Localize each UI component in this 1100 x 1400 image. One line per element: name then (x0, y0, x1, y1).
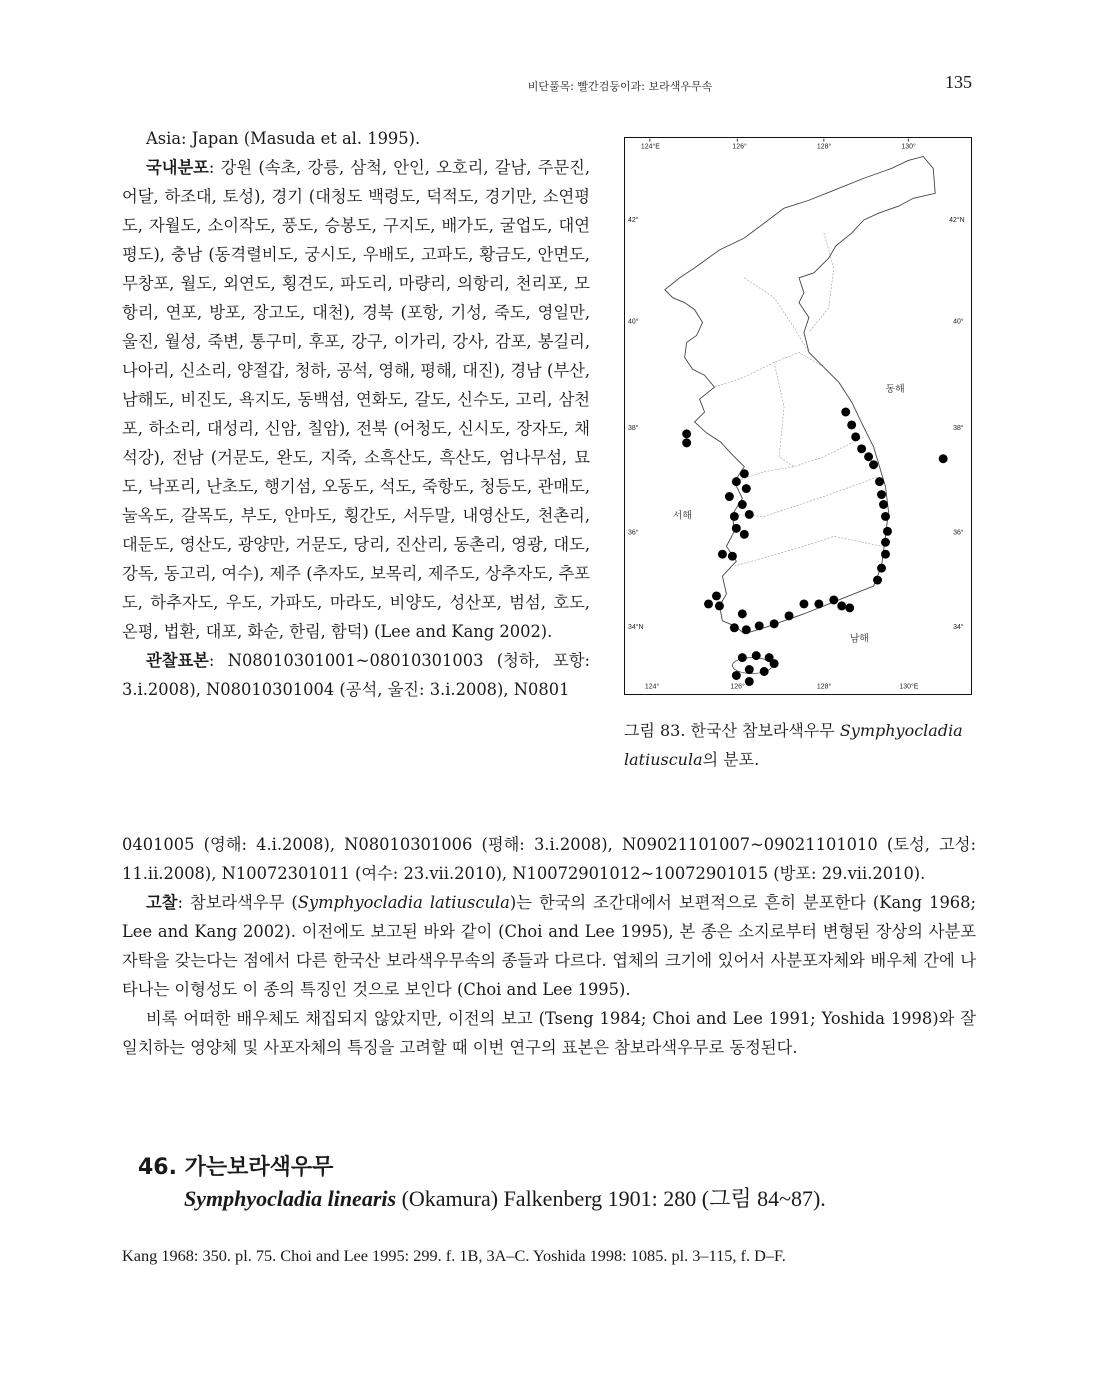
discussion-para-2: 비록 어떠한 배우체도 채집되지 않았지만, 이전의 보고 (Tseng 1984; Choi and Lee 1991; Yoshida 1998)와 잘 일치하는 영양체 및 사포자체의 특징을 고려할 때 이번 연구의 표본은 참보라색우무로 동정된다. (122, 1009, 976, 1057)
lon-top-4: 130° (901, 143, 916, 151)
lat-left-1: 42° (627, 217, 639, 225)
distribution-map (624, 137, 972, 695)
running-header: 비단풀목: 빨간검둥이과: 보라색우무속 (527, 80, 713, 93)
figure-caption (624, 716, 974, 774)
lat-left-3: 38° (627, 424, 639, 432)
section-heading: 46. 가는보라색우무 (138, 1155, 334, 1180)
lat-right-1: 42°N (949, 217, 965, 225)
discussion-label: 고찰 (146, 893, 178, 912)
disc-sci-name: Symphyocladia latiuscula (297, 893, 510, 912)
references-line: Kang 1968: 350. pl. 75. Choi and Lee 1995: 299. f. 1B, 3A–C. Yoshida 1998: 1085. pl. 3–115, f. D–F. (122, 1246, 786, 1265)
label-west-sea: 서해 (672, 510, 692, 522)
label-east-sea: 동해 (885, 384, 905, 396)
disc-part-1: : 참보라색우무 ( (177, 893, 298, 912)
lat-left-5: 34°N (627, 623, 644, 631)
domestic-distribution (122, 153, 590, 646)
lon-bottom-2: 126° (730, 683, 745, 691)
domestic-label: 국내분포 (146, 158, 209, 177)
lon-bottom-4: 130°E (899, 683, 919, 691)
caption-sci-name: Symphyocladia latiuscula (624, 721, 963, 769)
lon-top-2: 126° (732, 143, 747, 151)
specimens-continued: 0401005 (영해: 4.i.2008), N08010301006 (평해: 3.i.2008), N09021101007~09021101010 (토성, 고성: 11.ii.2008), N10072301011 (여수: 23.vii.2010), N10072901012~10072901015 (방포: 29.vii.2010). (122, 835, 976, 883)
lat-left-2: 40° (627, 318, 639, 326)
specimens-para (122, 646, 590, 704)
specimen-label: 관찰표본 (146, 651, 209, 670)
lat-right-5: 34° (953, 623, 964, 631)
label-south-sea: 남해 (849, 633, 869, 645)
lat-right-2: 40° (953, 318, 964, 326)
domestic-text: : 강원 (속초, 강릉, 삼척, 안인, 오호리, 갈남, 주문진, 어달, 하조대, 토성), 경기 (대청도 백령도, 덕적도, 경기만, 소연평도, 자월도, 소이작도, 풍도, 승봉도, 구지도, 배가도, 굴업도, 대연평도), 충남 (동격렬비도, 궁시도, 우배도, 고파도, 황금도, 안면도, 무창포, 월도, 외연도, 횡견도, 파도리, 마량리, 의항리, 천리포, 모항리, 연포, 방포, 장고도, 대천), 경북 (포항, 기성, 죽도, 영일만, 울진, 월성, 죽변, 통구미, 후포, 강구, 이가리, 강사, 감포, 봉길리, 나아리, 신소리, 양절갑, 청하, 공석, 영해, 평해, 대진), 경남 (부산, 남해도, 비진도, 욕지도, 동백섬, 연화도, 갈도, 신수도, 고리, 삼천포, 하소리, 대성리, 신암, 칠암), 전북 (어청도, 신시도, 장자도, 채석강), 전남 (거문도, 완도, 지죽, 소흑산도, 흑산도, 엄나무섬, 묘도, 낙포리, 난초도, 행기섬, 오동도, 석도, 죽항도, 청등도, 관매도, 눌옥도, 갈목도, 부도, 안마도, 횡간도, 서두말, 내영산도, 천촌리, 대둔도, 영산도, 광양만, 거문도, 당리, 진산리, 동촌리, 영광, 대도, 강독, 동고리, 여수), 제주 (추자도, 보목리, 제주도, 상추자도, 추포도, 하추자도, 우도, 가파도, 마라도, 비양도, 성산포, 범섬, 호도, 온평, 법환, 대포, 화순, 한림, 함덕) (Lee and Kang 2002). (122, 158, 590, 641)
lat-right-4: 36° (953, 529, 964, 537)
caption-suffix: 의 분포. (702, 750, 760, 769)
discussion-para (122, 888, 976, 1004)
page-number: 135 (945, 72, 972, 92)
lon-bottom-3: 128° (816, 683, 832, 691)
specimen-text: : N08010301001~08010301003 (청하, 포항: 3.i.2008), N08010301004 (공석, 울진: 3.i.2008), N0801 (122, 651, 590, 699)
lon-bottom-1: 124° (644, 683, 660, 691)
asia-distribution: Asia: Japan (Masuda et al. 1995). (146, 129, 421, 148)
species-authority: (Okamura) Falkenberg 1901: 280 (그림 84~87). (396, 1186, 826, 1211)
lon-top-3: 128° (816, 143, 832, 151)
lat-left-4: 36° (627, 529, 639, 537)
occurrence-points (682, 408, 947, 686)
section-species (184, 1182, 826, 1213)
full-width-text (122, 830, 976, 1062)
lon-top-1: 124°E (640, 143, 660, 151)
lat-right-3: 38° (953, 424, 964, 432)
disc-part-2: )는 한국의 조간대에서 보편적으로 흔히 분포한다 (Kang 1968; Lee and Kang 2002). 이전에도 보고된 바와 같이 (Choi and Lee 1995), 본 종은 소지로부터 변형된 장상의 사분포자탁을 갖는다는 점에서 다른 한국산 보라색우무속의 종들과 다르다. 엽체의 크기에 있어서 사분포자체와 배우체 간에 나타나는 이형성도 이 종의 특징인 것으로 보인다 (Choi and Lee 1995). (122, 893, 977, 999)
species-name: Symphyocladia linearis (184, 1186, 397, 1211)
left-column-text (122, 124, 590, 704)
caption-prefix: 그림 83. 한국산 참보라색우무 (624, 721, 840, 740)
